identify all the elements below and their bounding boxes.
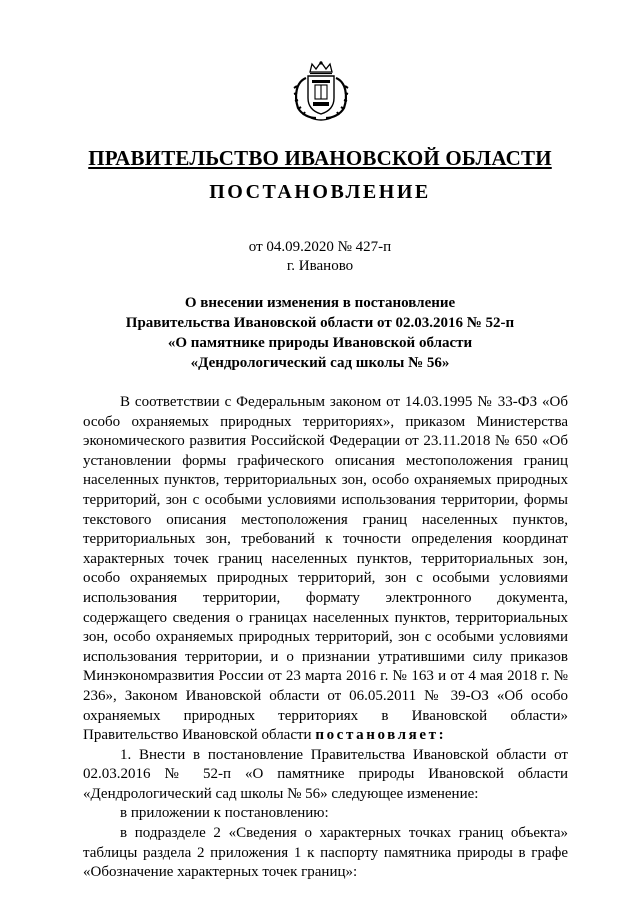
document-type: ПОСТАНОВЛЕНИЕ [209,181,431,203]
annex-paragraph: в приложении к постановлению: [120,805,329,822]
preamble-text: В соответствии с Федеральным законом от 14.03.1995 № 33-ФЗ «Об особо охраняемых природных территориях», приказом Министерства экономического развития Российской Федерации от 23.11.2018 № 650 «Об установлении формы графического описания местоположения границ населенных пунктов, территориальных зон, особо охраняемых природных территорий, зон с особыми условиями использования территории, формы текстового описания местоположения границ населенных пунктов, территориальных зон, требований к точности определения координат характерных точек границ населенных пунктов, территориальных зон, особо охраняемых природных территорий, зон с особыми условиями использования территории, формату электронного документа, содержащего сведения о границах населенных пунктов, территориальных зон, особо охраняемых природных территорий, зон с особыми условиями использования территории, и о признании утратившими силу приказов Минэкономразвития России от 23 марта 2016 г. № 163 и от 4 мая 2018 г. № 236», Законом Ивановской области от 06.05.2011 № 39-ОЗ «Об особо охраняемых природных территориях в Ивановской области» Правительство Ивановской области [83,394,568,744]
city: г. Иваново [286,258,354,274]
government-name: ПРАВИТЕЛЬСТВО ИВАНОВСКОЙ ОБЛАСТИ [88,146,552,170]
subject-line: О внесении изменения в постановление [184,295,456,311]
document-subject [0,293,640,373]
subject-line: «О памятнике природы Ивановской области [167,335,473,351]
subject-line: «Дендрологический сад школы № 56» [190,355,450,371]
preamble-paragraph [83,393,568,746]
date-number: от 04.09.2020 № 427-п [248,239,392,255]
subsection-paragraph: в подразделе 2 «Сведения о характерных точках границ объекта» таблицы раздела 2 приложения 1 к паспорту памятника природы в графе «Обозначение характерных точек границ»: [83,825,568,881]
coat-of-arms-icon [292,60,350,122]
decree-word: постановляет: [315,727,447,744]
coat-of-arms-drawing [292,60,350,122]
document-body [83,393,568,883]
subject-line: Правительства Ивановской области от 02.03.2016 № 52-п [125,315,515,331]
item-1-paragraph: 1. Внести в постановление Правительства Ивановской области от 02.03.2016 № 52-п «О памятнике природы Ивановской области «Дендрологический сад школы № 56» следующее изменение: [83,746,568,802]
document-meta [0,238,640,276]
